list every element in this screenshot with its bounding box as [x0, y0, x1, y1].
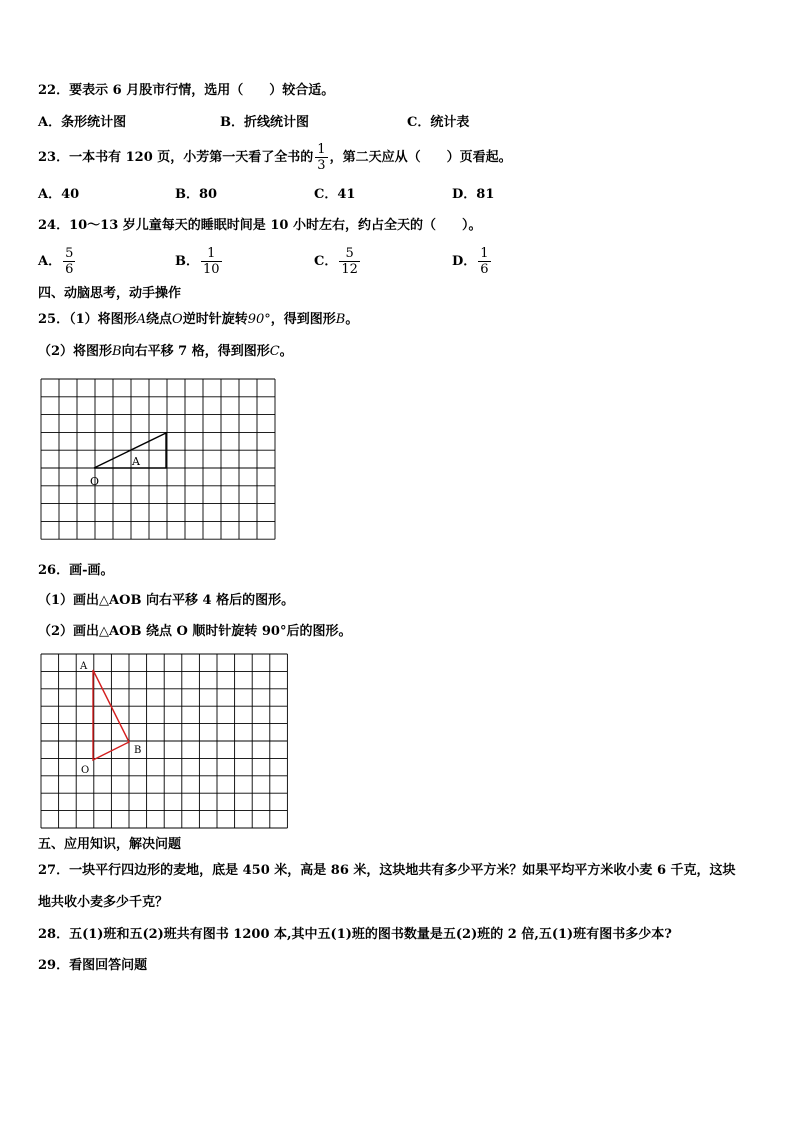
q24-b-num: 1: [207, 246, 216, 261]
q25-l1-figure-a: A: [136, 312, 147, 327]
q22-option-a: A．条形统计图: [38, 115, 127, 130]
q24-a-den: 6: [65, 262, 74, 277]
q25-line-2: [38, 343, 293, 361]
q22-option-b: B．折线统计图: [220, 115, 309, 130]
q24-c-den: 12: [341, 262, 358, 277]
q25-l1-mid: 绕点: [146, 312, 173, 327]
section-5-heading: 五、应用知识，解决问题: [38, 837, 182, 852]
q27-line-1: 27．一块平行四边形的麦地，底是 450 米，高是 86 米，这块地共有多少平方米？如果平均平方米收小麦 6 千克，这块: [38, 863, 736, 878]
q24-option-a: [38, 243, 77, 281]
q25-l1-rot: 逆时针旋转: [182, 312, 248, 327]
q25-label-o: O: [90, 475, 100, 488]
q24-b-den: 10: [203, 262, 220, 277]
q24-d-label: D．: [452, 254, 477, 269]
q23-stem: [38, 140, 512, 176]
q23-stem-post: ，第二天应从（ ）页看起。: [329, 150, 512, 165]
q24-b-label: B．: [175, 254, 199, 269]
q25-l2-figure-b: B: [112, 344, 122, 359]
q23-option-d: D．81: [452, 187, 495, 202]
q26-line-1: （1）画出△AOB 向右平移 4 格后的图形。: [38, 593, 295, 608]
q26-stem: 26．画-画。: [38, 563, 114, 578]
q24-option-d: [452, 243, 493, 281]
q24-a-label: A．: [38, 254, 62, 269]
q24-option-b: [175, 243, 224, 281]
q26-label-o: O: [81, 765, 90, 776]
q23-option-b: B．80: [175, 187, 218, 202]
q23-stem-pre: 23．一本书有 120 页，小芳第一天看了全书的: [38, 150, 314, 165]
q25-l1-deg: 90°: [247, 312, 271, 327]
q24-d-num: 1: [480, 246, 489, 261]
q25-label-a: A: [132, 455, 140, 468]
q25-l1-end: 。: [345, 312, 359, 327]
q25-l2-end: 。: [279, 344, 293, 359]
q23-fraction: [315, 142, 327, 173]
q23-option-a: A．40: [38, 187, 80, 202]
q24-stem: 24．10～13 岁儿童每天的睡眠时间是 10 小时左右，约占全天的（ ）。: [38, 218, 482, 233]
q25-l1-figure-b: B: [335, 312, 346, 327]
q25-l2-figure-c: C: [269, 344, 280, 359]
q26-line-2: （2）画出△AOB 绕点 O 顺时针旋转 90°后的图形。: [38, 624, 352, 639]
q27-line-2: 地共收小麦多少千克？: [38, 895, 169, 910]
section-4-heading: 四、动脑思考，动手操作: [38, 286, 182, 301]
q22-stem: 22．要表示 6 月股市行情，选用（ ）较合适。: [38, 83, 335, 98]
q25-l1-point-o: O: [172, 312, 183, 327]
q25-l2-mid: 向右平移 7 格，得到图形: [121, 344, 270, 359]
q25-line-1: [38, 311, 358, 329]
q26-label-b: B: [134, 745, 142, 756]
q26-label-a: A: [80, 661, 88, 672]
q25-grid-lines: [41, 379, 275, 539]
q25-l1-pre: 25．（1）将图形: [38, 312, 137, 327]
q25-grid-figure: [40, 378, 276, 542]
q24-c-num: 5: [345, 246, 354, 261]
q24-d-den: 6: [480, 262, 489, 277]
q26-grid-lines: [41, 654, 287, 828]
q26-grid-figure: [40, 653, 288, 830]
q22-option-c: C．统计表: [407, 115, 470, 130]
q23-frac-den: 3: [317, 158, 326, 173]
q25-l1-post: ，得到图形: [270, 312, 336, 327]
q24-c-label: C．: [314, 254, 338, 269]
q24-option-c: [314, 243, 362, 281]
q29-stem: 29．看图回答问题: [38, 958, 148, 973]
q24-a-num: 5: [65, 246, 74, 261]
q23-frac-num: 1: [317, 142, 326, 157]
q28-stem: 28．五(1)班和五(2)班共有图书 1200 本,其中五(1)班的图书数量是五(2)班的 2 倍,五(1)班有图书多少本?: [38, 927, 672, 942]
q23-option-c: C．41: [314, 187, 356, 202]
q25-l2-pre: （2）将图形: [38, 344, 113, 359]
